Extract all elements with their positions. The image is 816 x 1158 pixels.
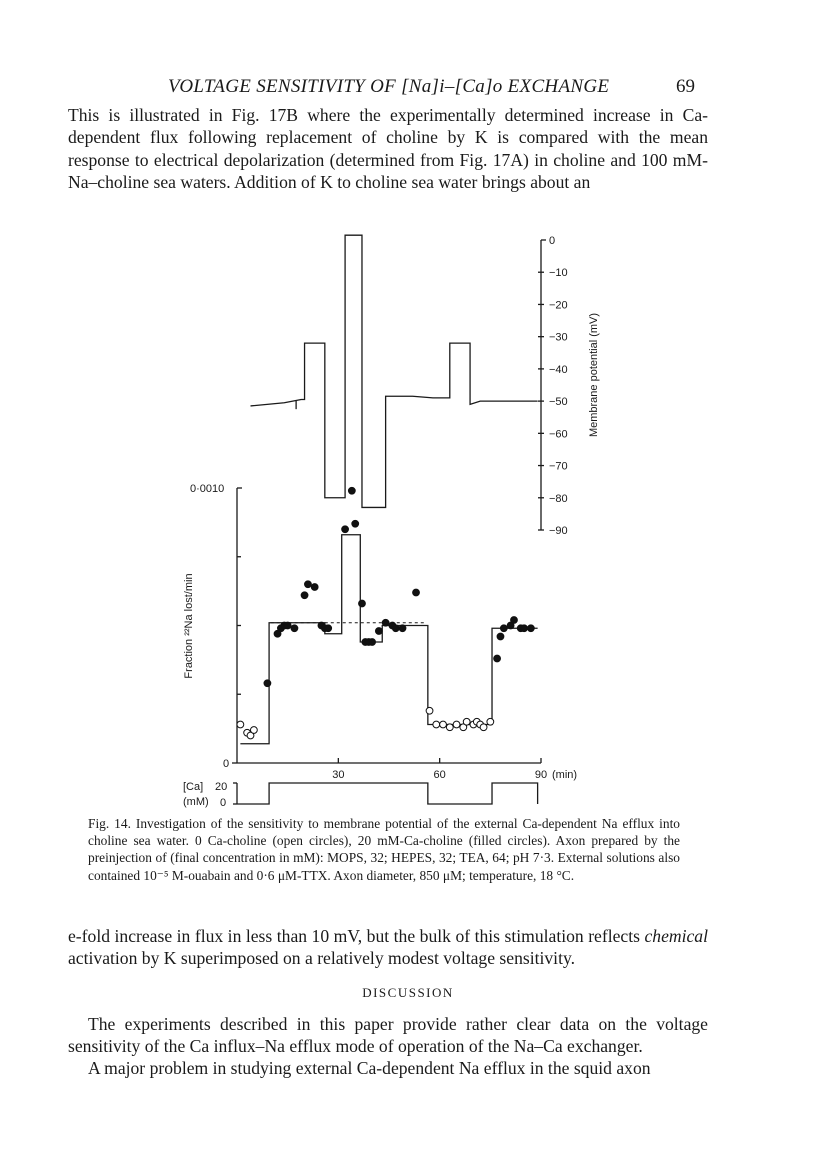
filled-circle-point xyxy=(497,633,504,640)
filled-circle-point xyxy=(500,625,507,632)
filled-circle-point xyxy=(284,622,291,629)
filled-circle-point xyxy=(359,600,366,607)
potential-tick-label: −40 xyxy=(549,363,568,376)
filled-circle-point xyxy=(527,625,534,632)
filled-circle-point xyxy=(348,487,355,494)
open-circle-point xyxy=(440,721,447,728)
time-unit-label: (min) xyxy=(552,769,578,781)
filled-circle-point xyxy=(342,526,349,533)
filled-circle-point xyxy=(399,625,406,632)
paragraph-after: e-fold increase in flux in less than 10 mV, but the bulk of this stimulation reflects chemical activation by K superimposed on a relatively modest voltage sensitivity. xyxy=(68,926,708,969)
flux-axis xyxy=(183,483,242,770)
potential-axis-title: Membrane potential (mV) xyxy=(588,312,600,438)
potential-tick-label: −90 xyxy=(549,525,568,537)
figure-caption: Fig. 14. Investigation of the sensitivity to membrane potential of the external Ca-dependent Na efflux into choline sea water. 0 Ca-choline (open circles), 20 mM-Ca-choline (filled circles). Axon prepared by the preinjection of (final concentration in mM): MOPS, 32; HEPES, 32; TEA, 64; pH 7·3. External solutions also contained 10⁻⁵ M-ouabain and 0·6 μM-TTX. Axon diameter, 850 μM; temperature, 18 °C. xyxy=(88,816,680,883)
potential-tick-label: 0 xyxy=(549,235,556,247)
open-circle-point xyxy=(453,721,460,728)
potential-tick-label: −70 xyxy=(549,460,568,473)
ca-step-trace xyxy=(237,783,538,804)
filled-circle-point xyxy=(392,625,399,632)
open-circle-point xyxy=(426,707,433,714)
filled-circle-point xyxy=(264,680,271,687)
ca-label-line2: (mM) xyxy=(183,796,209,808)
paragraph-top: This is illustrated in Fig. 17B where the experimentally determined increase in Ca-dependent flux following replacement of choline by K is compared with the mean response to electrical depolarization (determined from Fig. 17A) in choline and 100 mM-Na–choline sea waters. Addition of K to choline sea water brings about an xyxy=(68,105,708,193)
paragraph-discussion-2: A major problem in studying external Ca-dependent Na efflux in the squid axon xyxy=(88,1058,651,1078)
running-title: VOLTAGE SENSITIVITY OF [Na]i–[Ca]o EXCHANGE xyxy=(168,76,610,97)
potential-axis xyxy=(538,235,600,537)
ca-tick-top: 20 xyxy=(215,781,228,793)
potential-tick-label: −50 xyxy=(549,396,568,409)
filled-circle-point xyxy=(494,655,501,662)
open-circle-point xyxy=(487,718,494,725)
open-circle-point xyxy=(480,724,487,731)
filled-circle-point xyxy=(325,625,332,632)
filled-circle-point xyxy=(375,628,382,635)
membrane-potential-trace xyxy=(251,235,538,507)
time-tick-label: 60 xyxy=(433,769,446,781)
flux-step-line xyxy=(240,535,537,744)
ca-panel xyxy=(183,781,538,809)
filled-circle-point xyxy=(382,619,389,626)
open-circle-point xyxy=(463,718,470,725)
data-points xyxy=(237,487,534,739)
time-tick-label: 90 xyxy=(534,769,548,781)
potential-tick-label: −60 xyxy=(549,428,568,441)
filled-circle-point xyxy=(521,625,528,632)
filled-circle-point xyxy=(291,625,298,632)
paragraph-discussion-1: The experiments described in this paper provide rather clear data on the voltage sensitivity of the Ca influx–Na efflux mode of operation of the Na–Ca exchanger. xyxy=(68,1014,708,1057)
open-circle-point xyxy=(433,721,440,728)
potential-tick-label: −30 xyxy=(549,331,568,344)
filled-circle-point xyxy=(301,592,308,599)
traces xyxy=(240,235,537,744)
page-number: 69 xyxy=(676,76,695,97)
flux-tick-label: 0 xyxy=(223,758,230,770)
potential-tick-label: −80 xyxy=(549,492,568,505)
time-tick-label: 30 xyxy=(332,769,345,781)
filled-circle-point xyxy=(413,589,420,596)
emphasis-chemical: chemical xyxy=(644,926,708,946)
filled-circle-point xyxy=(352,520,359,527)
open-circle-point xyxy=(237,721,244,728)
section-heading: DISCUSSION xyxy=(362,985,454,1000)
flux-tick-label: 0·0010 xyxy=(190,483,225,495)
ca-tick-bottom: 0 xyxy=(220,797,227,809)
filled-circle-point xyxy=(511,617,518,624)
potential-tick-label: −20 xyxy=(549,299,568,312)
open-circle-point xyxy=(250,727,257,734)
filled-circle-point xyxy=(311,584,318,591)
time-axis xyxy=(237,758,577,781)
flux-axis-title: Fraction ²²Na lost/min xyxy=(183,573,195,679)
filled-circle-point xyxy=(305,581,312,588)
ca-label-line1: [Ca] xyxy=(183,781,204,793)
open-circle-point xyxy=(446,724,453,731)
potential-tick-label: −10 xyxy=(549,267,568,280)
filled-circle-point xyxy=(369,639,376,646)
